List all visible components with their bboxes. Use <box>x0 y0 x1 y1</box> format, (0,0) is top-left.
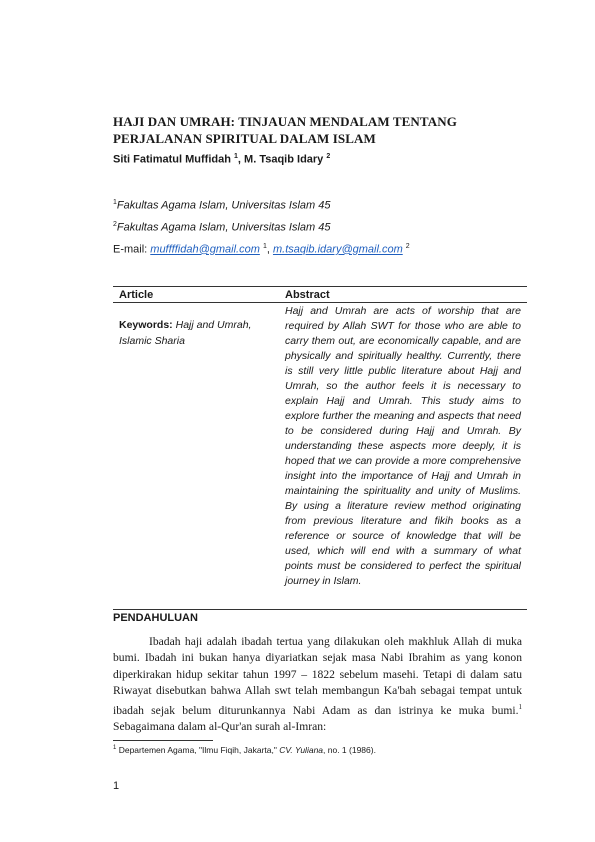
keywords-text: Hajj and Umrah, Islamic Sharia <box>119 319 252 347</box>
affiliation-1 <box>113 199 330 212</box>
article-column-header: Article <box>119 289 154 301</box>
email-superscript: 1 <box>262 243 267 250</box>
keywords-label: Keywords: <box>119 319 173 331</box>
email-link-1[interactable]: muffffidah@gmail.com <box>150 243 260 256</box>
abstract-text: Hajj and Umrah are acts of worship that are required by Allah SWT for those who are able to carry them out, are economically capable, and are physically and spiritually healthy. Currently, there is still very little public literature about Hajj and Umrah, so the author feels it is necessary to explain Hajj and Umrah. This study aims to explore further the meaning and aspects that need to be considered during Hajj and Umrah. By understanding these aspects more deeply, it is hoped that we can provide a more comprehensive insight into the importance of Hajj and Umrah in maintaining the spirituality and unity of Muslims. By using a literature review method originating from previous literature and fikih books as a reference or source of knowledge that will be used, which will end with a summary of what points must be considered to perfect the spiritual journey in Islam. <box>285 305 521 587</box>
affiliation-text: Fakultas Agama Islam, Universitas Islam 45 <box>116 221 331 234</box>
body-paragraph <box>113 634 522 736</box>
affiliation-superscript: 1 <box>113 199 117 206</box>
footnote-text-end: , no. 1 (1986). <box>323 745 376 755</box>
table-top-rule <box>113 286 527 287</box>
email-superscript: 2 <box>405 243 410 250</box>
paper-title: HAJI DAN UMRAH: TINJAUAN MENDALAM TENTANG PERJALANAN SPIRITUAL DALAM ISLAM <box>113 114 457 146</box>
footnote-publisher: CV. Yuliana <box>279 745 324 755</box>
author-superscript: 2 <box>326 153 331 160</box>
abstract-column-header: Abstract <box>285 289 330 301</box>
footnote <box>113 745 376 755</box>
affiliation-text: Fakultas Agama Islam, Universitas Islam 45 <box>116 199 331 212</box>
affiliation-superscript: 2 <box>113 221 117 228</box>
email-link-2[interactable]: m.tsaqib.idary@gmail.com <box>272 243 403 256</box>
table-header-rule <box>113 302 527 303</box>
email-line: E-mail: muffffidah@gmail.com $^1$, m.tsaqib.idary@gmail.com $^2$ <box>113 243 410 256</box>
author-superscript: 1 <box>234 153 238 160</box>
email-label: E-mail: <box>113 243 151 256</box>
author-name: Siti Fatimatul Muffidah <box>113 153 231 166</box>
author-name: M. Tsaqib Idary <box>244 153 324 166</box>
author-line: Siti Fatimatul Muffidah $^1$, M. Tsaqib Idary $^2$ <box>113 153 331 166</box>
page-number: 1 <box>113 780 120 792</box>
table-bottom-rule <box>113 609 527 610</box>
section-heading: PENDAHULUAN <box>113 612 198 624</box>
footnote-reference[interactable]: 1 <box>518 703 522 712</box>
keywords-block <box>119 318 269 349</box>
paragraph-text-continued: Sebagaimana dalam al-Qur'an surah al-Imran: <box>113 720 327 734</box>
affiliation-2 <box>113 221 330 234</box>
footnote-separator <box>113 740 213 741</box>
paragraph-text: Ibadah haji adalah ibadah tertua yang dilakukan oleh makhluk Allah di muka bumi. Ibadah ini bukan hanya diyariatkan sejak masa Nabi Ibrahim as yang konon diperkirakan hidup sekitar tahun 1997 – 1822 sebelum masehi. Tetapi di dalam satu Riwayat disebutkan bahwa Allah swt telah membangun Ka'bah sebagai tempat untuk ibadah sejak belum diturunkannya Nabi Adam as dan istrinya ke muka bumi. <box>113 635 522 718</box>
footnote-number: 1 <box>113 745 117 752</box>
footnote-text: Departemen Agama, "Ilmu Fiqih, Jakarta," <box>116 745 280 755</box>
